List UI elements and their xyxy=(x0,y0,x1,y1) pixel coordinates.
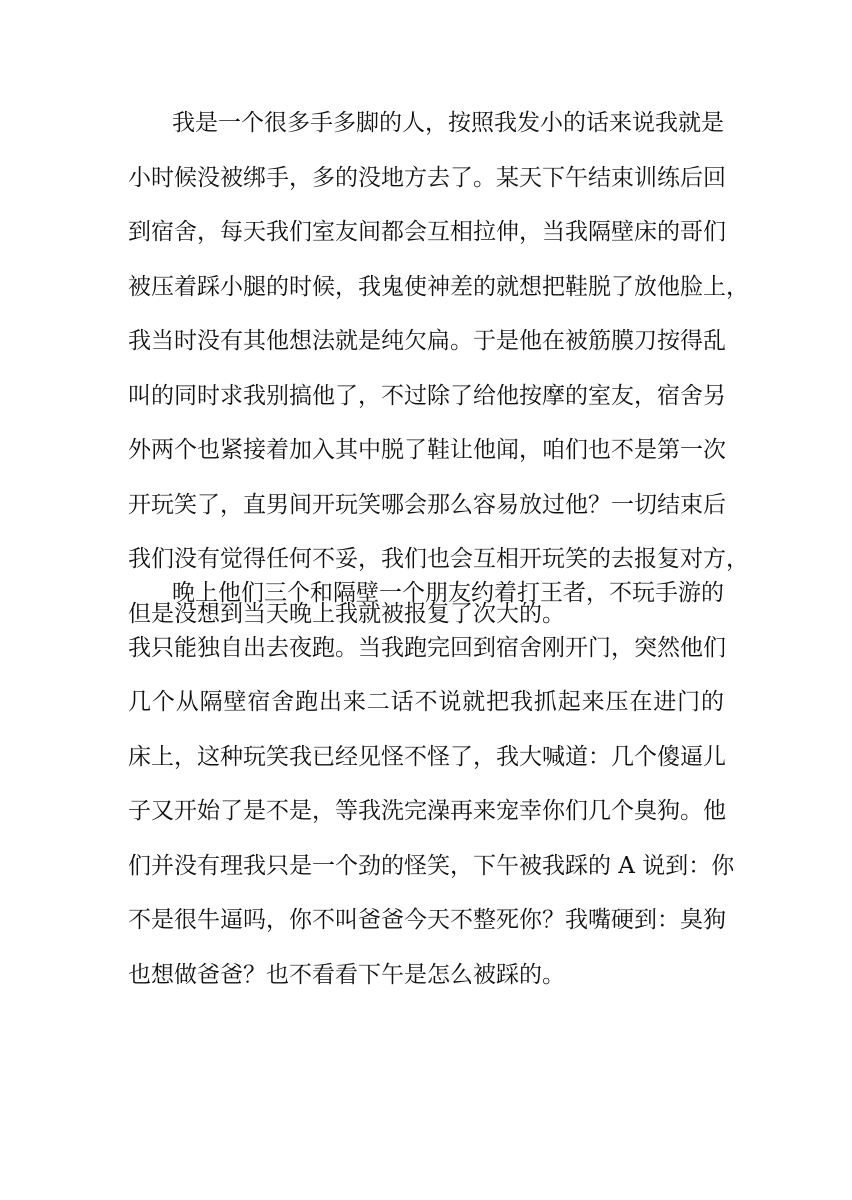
text-line: 床上，这种玩笑我已经见怪不怪了，我大喊道：几个傻逼儿 xyxy=(128,743,726,770)
text-line: 开玩笑了，直男间开玩笑哪会那么容易放过他？一切结束后 xyxy=(128,491,726,518)
paragraph-2 xyxy=(128,566,735,1002)
text-line: 叫的同时求我别搞他了，不过除了给他按摩的室友，宿舍另 xyxy=(128,382,726,409)
text-line: 不是很牛逼吗，你不叫爸爸今天不整死你？我嘴硬到：臭狗 xyxy=(128,907,726,933)
text-line: 我们没有觉得任何不妥，我们也会互相开玩笑的去报复对方， xyxy=(128,546,749,572)
text-line: 晚上他们三个和隔壁一个朋友约着打王者，不玩手游的 xyxy=(172,580,724,606)
text-line: 小时候没被绑手，多的没地方去了。某天下午结束训练后回 xyxy=(128,164,726,191)
paragraph-1 xyxy=(128,96,749,641)
text-line: 到宿舍，每天我们室友间都会互相拉伸，当我隔壁床的哥们 xyxy=(128,219,726,245)
text-line: 几个从隔壁宿舍跑出来二话不说就把我抓起来压在进门的 xyxy=(128,689,724,715)
text-line: 子又开始了是不是，等我洗完澡再来宠幸你们几个臭狗。他 xyxy=(128,798,726,824)
text-line: 们并没有理我只是一个劲的怪笑，下午被我踩的 A 说到：你 xyxy=(128,852,735,879)
text-line: 我当时没有其他想法就是纯欠扁。于是他在被筋膜刀按得乱 xyxy=(128,328,726,354)
text-line: 我只能独自出去夜跑。当我跑完回到宿舍刚开门，突然他们 xyxy=(128,634,726,661)
text-line: 我是一个很多手多脚的人，按照我发小的话来说我就是 xyxy=(172,110,724,136)
text-line: 但是没想到当天晚上我就被报复了次大的。 xyxy=(128,600,565,627)
text-line: 被压着踩小腿的时候，我鬼使神差的就想把鞋脱了放他脸上， xyxy=(128,273,749,300)
text-line: 外两个也紧接着加入其中脱了鞋让他闻，咱们也不是第一次 xyxy=(128,437,726,463)
text-line: 也想做爸爸？也不看看下午是怎么被踩的。 xyxy=(128,961,565,988)
